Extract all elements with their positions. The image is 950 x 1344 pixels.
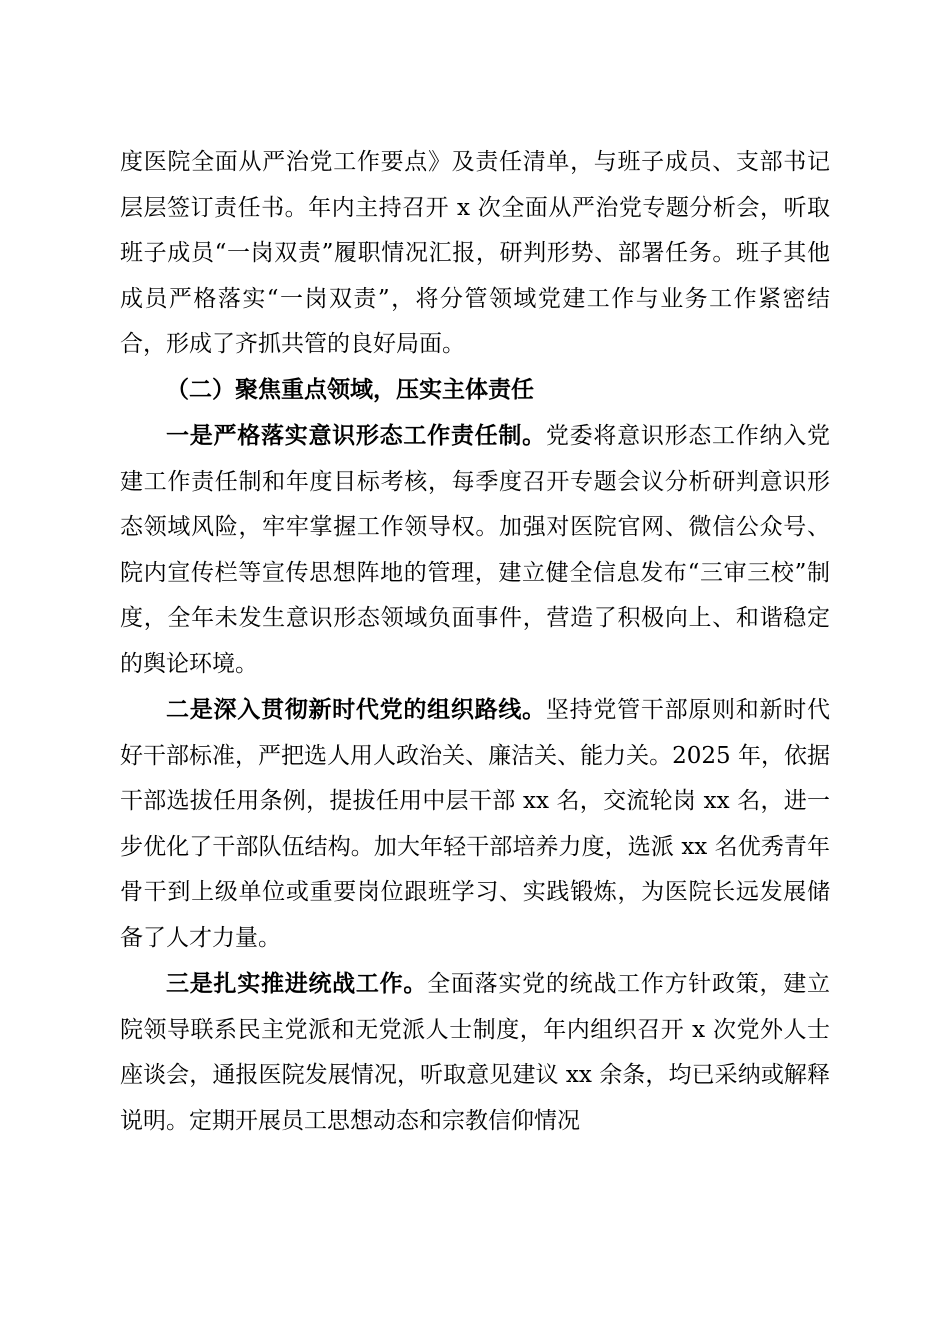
document-body [120,140,830,1144]
paragraph-lead: 三是扎实推进统战工作。 [166,970,428,997]
paragraph-text: 坚持党管干部原则和新时代好干部标准，严把选人用人政治关、廉洁关、能力关。2025 年，依据干部选拔任用条例，提拔任用中层干部 xx 名，交流轮岗 xx 名，进一步优化了干部队伍结构。加大年轻干部培养力度，选派 xx 名优秀青年骨干到上级单位或重要岗位跟班学习、实践锻炼，为医院长远发展储备了人才力量。 [120,697,831,951]
paragraph-item-2 [120,687,830,961]
paragraph-item-1 [120,413,830,687]
section-heading [120,368,830,414]
paragraph-text: 全面落实党的统战工作方针政策，建立院领导联系民主党派和无党派人士制度，年内组织召开 x 次党外人士座谈会，通报医院发展情况，听取意见建议 xx 余条，均已采纳或解释说明。定期开展员工思想动态和宗教信仰情况 [120,971,831,1134]
paragraph-continuation [120,140,830,368]
paragraph-lead: 二是深入贯彻新时代党的组织路线。 [166,696,546,723]
paragraph-text: 度医院全面从严治党工作要点》及责任清单，与班子成员、支部书记层层签订责任书。年内主持召开 x 次全面从严治党专题分析会，听取班子成员“一岗双责”履职情况汇报，研判形势、部署任务。班子其他成员严格落实“一岗双责”，将分管领域党建工作与业务工作紧密结合，形成了齐抓共管的良好局面。 [120,149,830,357]
paragraph-text: 党委将意识形态工作纳入党建工作责任制和年度目标考核，每季度召开专题会议分析研判意识形态领域风险，牢牢掌握工作领导权。加强对医院官网、微信公众号、院内宣传栏等宣传思想阵地的管理，建立健全信息发布“三审三校”制度，全年未发生意识形态领域负面事件，营造了积极向上、和谐稳定的舆论环境。 [120,423,831,677]
paragraph-item-3 [120,961,830,1144]
section-heading-text: （二）聚焦重点领域，压实主体责任 [166,376,534,403]
paragraph-lead: 一是严格落实意识形态工作责任制。 [166,422,546,449]
